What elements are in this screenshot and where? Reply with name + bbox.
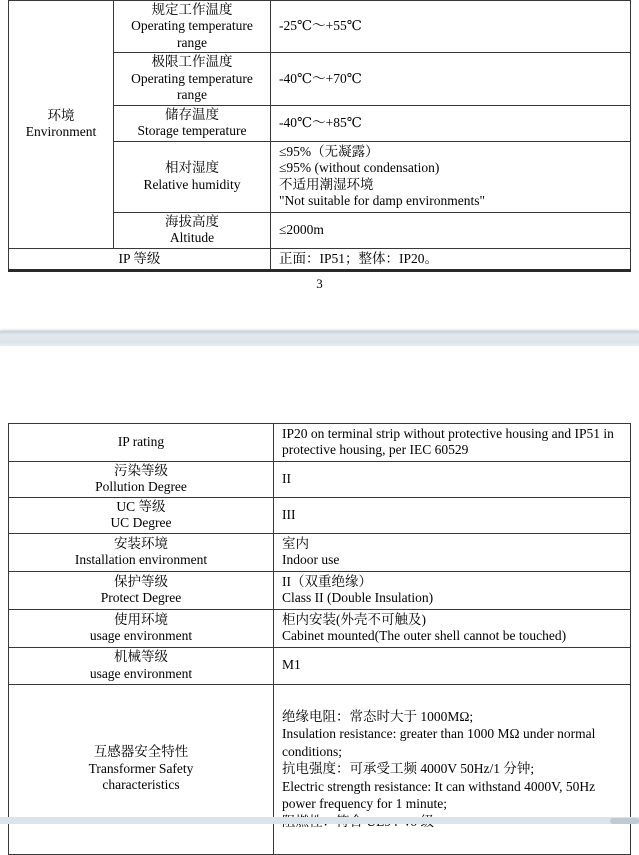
label-zh: 互感器安全特性 <box>93 744 189 760</box>
label-en: Altitude <box>169 230 215 246</box>
row-value <box>274 609 631 647</box>
row-label <box>114 1 271 53</box>
ip-grade-label: IP 等级 <box>9 248 271 270</box>
label-zh: UC 等级 <box>116 498 166 514</box>
label-zh: 海拔高度 <box>165 213 219 229</box>
row-value <box>274 684 631 854</box>
table-row <box>9 533 631 571</box>
label-en: usage environment <box>89 665 193 681</box>
page-separator <box>0 331 639 346</box>
row-label <box>114 212 271 248</box>
value-line: Class II (Double Insulation) <box>282 590 434 606</box>
row-value <box>274 533 631 571</box>
label-zh: 储存温度 <box>165 106 219 122</box>
page-number: 3 <box>316 276 323 291</box>
label-zh: 相对湿度 <box>165 160 219 176</box>
label-en: Relative humidity <box>143 176 241 192</box>
label-en: Operating temperature range <box>131 18 253 50</box>
table-row <box>9 1 631 53</box>
value-line: ≤95%（无凝露） <box>279 143 379 159</box>
table-row <box>9 497 631 533</box>
table-row <box>9 424 631 462</box>
label-zh: 污染等级 <box>114 462 168 478</box>
label-en: Protect Degree <box>100 590 182 606</box>
scrollbar-thumb[interactable] <box>610 818 639 824</box>
value-line: ≤95% (without condensation) <box>279 160 440 176</box>
label-en: Transformer Safety <box>88 760 194 776</box>
label-zh: 保护等级 <box>114 573 168 589</box>
label-zh: 极限工作温度 <box>151 54 233 70</box>
row-value: M1 <box>274 647 631 684</box>
value-line: Indoor use <box>282 552 340 568</box>
label-en: UC Degree <box>110 515 172 531</box>
row-label <box>9 461 274 497</box>
table-row <box>9 647 631 684</box>
row-value: -40℃～+70℃ <box>271 53 631 105</box>
safety-spec-table <box>8 423 631 855</box>
env-group-label-en: Environment <box>25 124 97 140</box>
row-label: IP rating <box>9 424 274 462</box>
label-en: Storage temperature <box>137 123 247 139</box>
table-row <box>9 461 631 497</box>
value-line: 不适用潮湿环境 <box>279 176 374 192</box>
value-line: 绝缘电阻：常态时大于 1000MΩ; <box>282 708 474 724</box>
row-value <box>274 571 631 609</box>
row-label <box>9 609 274 647</box>
row-label <box>114 105 271 141</box>
row-label <box>9 684 274 854</box>
label-zh: 安装环境 <box>114 535 168 551</box>
row-value: IP20 on terminal strip without protective housing and IP51 in protective housing, per IEC 60529 <box>274 424 631 462</box>
environment-spec-table <box>8 0 631 272</box>
ip-grade-value: 正面：IP51；整体：IP20。 <box>271 248 631 270</box>
value-line: 抗电强度：可承受工频 4000V 50Hz/1 分钟; <box>282 761 535 777</box>
row-label <box>9 533 274 571</box>
table-row <box>9 248 631 270</box>
label-zh: 机械等级 <box>114 649 168 665</box>
value-line: 室内 <box>282 535 309 551</box>
horizontal-scrollbar[interactable] <box>0 817 639 824</box>
row-label <box>9 571 274 609</box>
label-en: Installation environment <box>74 552 208 568</box>
label-en: usage environment <box>89 628 193 644</box>
value-line: II（双重绝缘） <box>282 573 372 589</box>
env-group-label-zh: 环境 <box>47 107 75 123</box>
row-value: II <box>274 461 631 497</box>
label-en: characteristics <box>102 777 180 793</box>
row-label <box>114 53 271 105</box>
label-zh: 使用环境 <box>114 611 168 627</box>
value-line: Electric strength resistance: It can withstand 4000V, 50Hz power frequency for 1 minute; <box>282 778 596 812</box>
value-line: Cabinet mounted(The outer shell cannot be touched) <box>282 628 567 644</box>
row-value: -40℃～+85℃ <box>271 105 631 141</box>
label-en: Pollution Degree <box>95 479 187 495</box>
row-value <box>271 141 631 212</box>
row-label <box>9 647 274 684</box>
value-line: 柜内安装(外壳不可触及) <box>282 611 426 627</box>
row-value: ≤2000m <box>271 212 631 248</box>
row-value: -25℃～+55℃ <box>271 1 631 53</box>
value-line: Insulation resistance: greater than 1000 MΩ under normal conditions; <box>282 726 596 759</box>
table-row <box>9 684 631 854</box>
row-label <box>9 497 274 533</box>
table-row <box>9 609 631 647</box>
label-zh: 规定工作温度 <box>151 2 233 17</box>
env-group-cell <box>9 1 114 249</box>
value-line: "Not suitable for damp environments" <box>279 193 485 209</box>
table-row <box>9 571 631 609</box>
row-label <box>114 141 271 212</box>
label-en: Operating temperature range <box>131 70 253 103</box>
row-value: III <box>274 497 631 533</box>
